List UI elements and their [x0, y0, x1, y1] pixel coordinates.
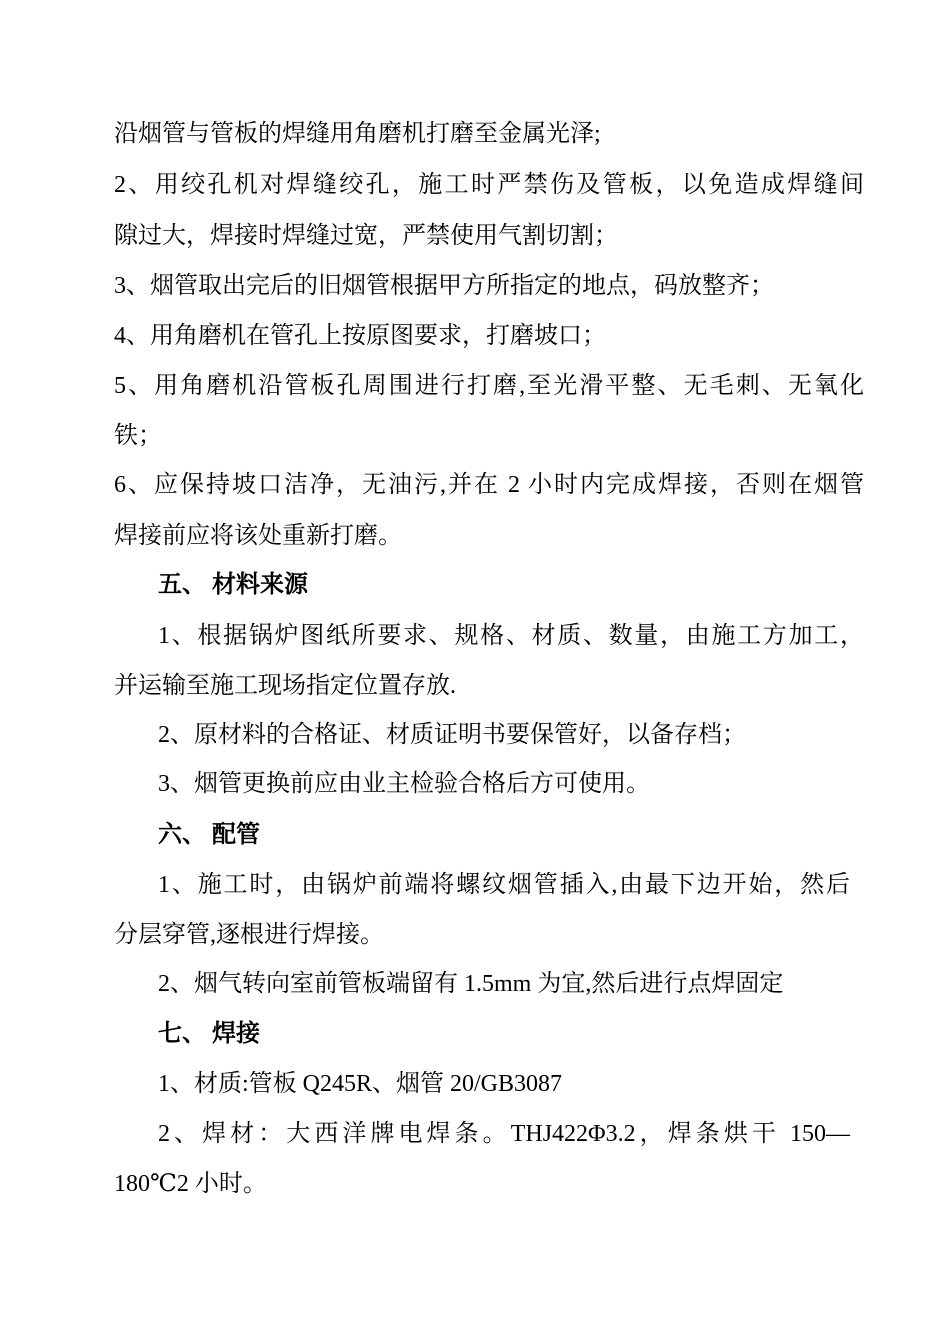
text-line: 2、原材料的合格证、材质证明书要保管好，以备存档； [158, 722, 746, 748]
text-line: 3、烟管更换前应由业主检验合格后方可使用。 [158, 771, 650, 797]
text-line: 6、应保持坡口洁净，无油污,并在 2 小时内完成焊接，否则在烟管 [114, 472, 864, 498]
text-line: 焊接前应将该处重新打磨。 [114, 523, 402, 549]
text-line: 1、根据锅炉图纸所要求、规格、材质、数量，由施工方加工， [158, 623, 864, 649]
text-line: 沿烟管与管板的焊缝用角磨机打磨至金属光泽; [114, 121, 601, 147]
text-line: 隙过大，焊接时焊缝过宽，严禁使用气割切割； [114, 223, 618, 249]
section-heading-5: 五、 材料来源 [158, 572, 308, 598]
text-line: 1、材质:管板 Q245R、烟管 20/GB3087 [158, 1071, 563, 1097]
text-line: 2、用绞孔机对焊缝绞孔，施工时严禁伤及管板，以免造成焊缝间 [114, 172, 864, 198]
text-line: 4、用角磨机在管孔上按原图要求，打磨坡口； [114, 323, 606, 349]
text-line: 2、焊材：大西洋牌电焊条。THJ422Φ3.2，焊条烘干 150— [158, 1121, 850, 1147]
text-line: 180℃2 小时。 [114, 1171, 267, 1197]
text-line: 1、施工时，由锅炉前端将螺纹烟管插入,由最下边开始，然后 [158, 872, 850, 898]
text-line: 3、烟管取出完后的旧烟管根据甲方所指定的地点，码放整齐； [114, 273, 774, 299]
text-line: 并运输至施工现场指定位置存放. [114, 673, 456, 699]
text-line: 5、用角磨机沿管板孔周围进行打磨,至光滑平整、无毛刺、无氧化 [114, 373, 864, 399]
text-line: 分层穿管,逐根进行焊接。 [114, 922, 384, 948]
text-line: 2、烟气转向室前管板端留有 1.5mm 为宜,然后进行点焊固定 [158, 971, 784, 997]
section-heading-6: 六、 配管 [158, 822, 260, 848]
section-heading-7: 七、 焊接 [158, 1021, 260, 1047]
text-line: 铁； [114, 423, 162, 449]
